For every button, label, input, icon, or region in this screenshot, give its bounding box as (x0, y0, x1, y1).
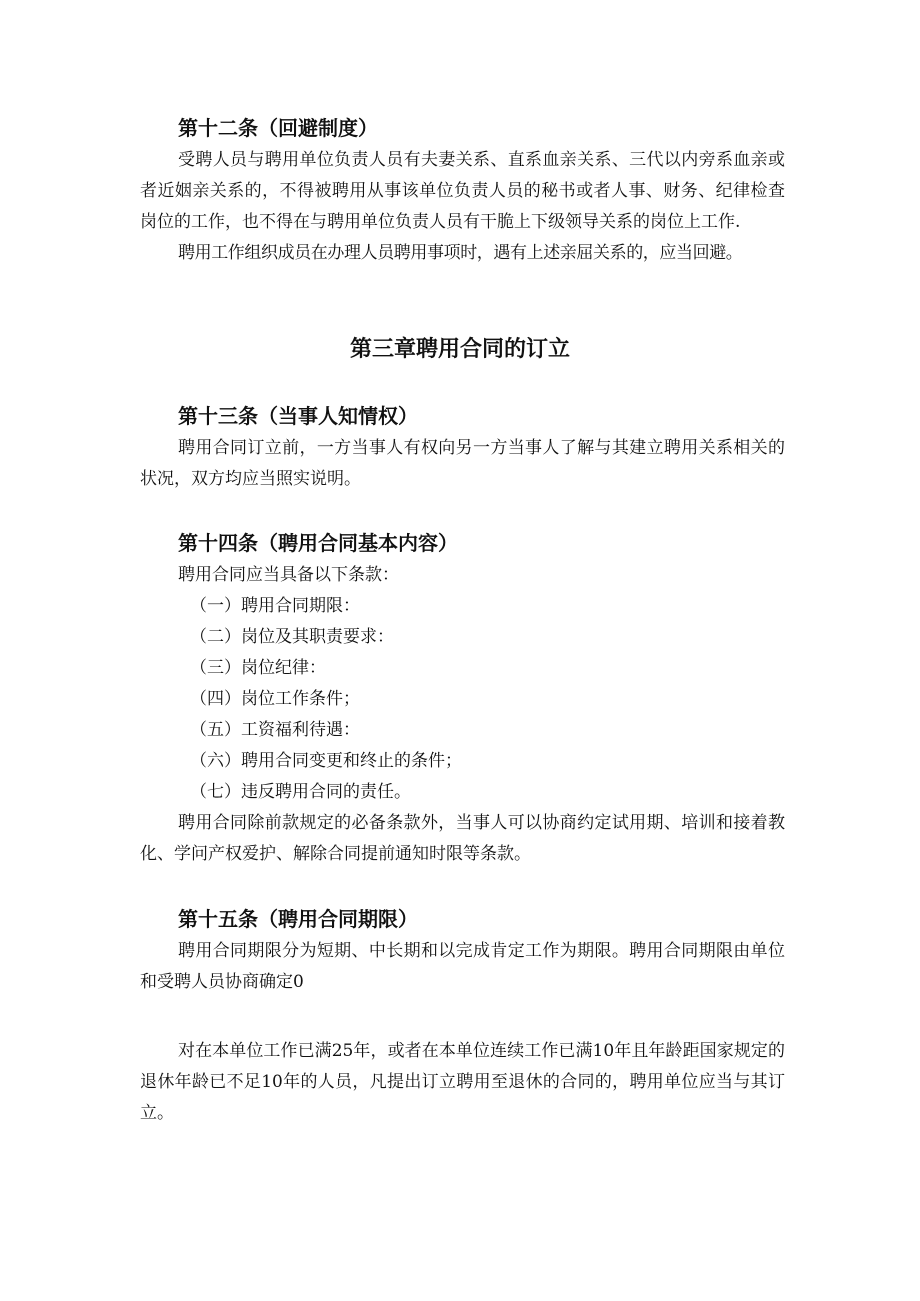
article-12 (140, 114, 785, 269)
article-14-clause-list (140, 591, 785, 808)
chapter-3-title: 第三章聘用合同的订立 (349, 337, 570, 362)
article-13 (140, 402, 785, 495)
list-item: （六）聘用合同变更和终止的条件； (190, 751, 462, 771)
article-13-paragraph-1: 聘用合同订立前，一方当事人有权向另一方当事人了解与其建立聘用关系相关的状况，双方均应当照实说明。 (140, 438, 785, 489)
article-14-intro: 聘用合同应当具备以下条款： (178, 565, 399, 585)
article-15-paragraph-1: 聘用合同期限分为短期、中长期和以完成肯定工作为期限。聘用合同期限由单位和受聘人员协商确定0 (140, 941, 785, 992)
article-15 (140, 905, 785, 1129)
article-12-title: 第十二条（回避制度） (178, 116, 378, 140)
list-item: （五）工资福利待遇： (190, 720, 360, 740)
article-15-title: 第十五条（聘用合同期限） (178, 907, 418, 931)
article-14 (140, 529, 785, 870)
article-13-title: 第十三条（当事人知情权） (178, 404, 418, 428)
article-12-paragraph-1: 受聘人员与聘用单位负责人员有夫妻关系、直系血亲关系、三代以内旁系血亲或者近姻亲关系的，不得被聘用从事该单位负责人员的秘书或者人事、财务、纪律检查岗位的工作，也不得在与聘用单位负责人员有干脆上下级领导关系的岗位上工作. (140, 150, 785, 232)
list-item: （四）岗位工作条件； (190, 689, 360, 709)
list-item: （二）岗位及其职责要求： (190, 627, 394, 647)
article-12-paragraph-2: 聘用工作组织成员在办理人员聘用事项时，遇有上述亲屈关系的，应当回避。 (178, 243, 743, 263)
article-14-paragraph-2: 聘用合同除前款规定的必备条款外，当事人可以协商约定试用期、培训和接着教化、学问产权爱护、解除合同提前通知时限等条款。 (140, 813, 785, 864)
list-item: （一）聘用合同期限： (190, 596, 360, 616)
article-15-paragraph-2: 对在本单位工作已满25年，或者在本单位连续工作已满10年且年龄距国家规定的退休年龄已不足10年的人员，凡提出订立聘用至退休的合同的，聘用单位应当与其订立。 (140, 1041, 785, 1123)
article-14-title: 第十四条（聘用合同基本内容） (178, 531, 458, 555)
list-item: （三）岗位纪律： (190, 658, 326, 678)
list-item: （七）违反聘用合同的责任。 (190, 782, 411, 802)
